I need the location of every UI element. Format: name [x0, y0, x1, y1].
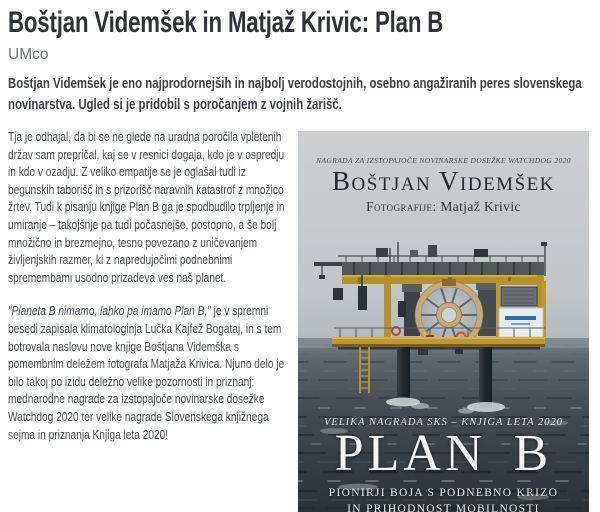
inline-quote: "Planeta B nimamo, lahko pa imamo Plan B," [8, 303, 211, 319]
body-paragraph-2-rest: je v spremni besedi zapisala klimatologinja Lučka Kajfež Bogataj, in s tem botrovala naslovu nove knjige Boštjana Videmška s pomembnim deležem fotografa Matjaža Krivica. Njuno delo je bilo takoj po izidu deležno velike pozornosti in priznanj: mednarodne nagrade za izstopajoče novinarske dosežke Watchdog 2020 ter velike nagrade Slovenskega knjižnega sejma in priznanja Knjiga leta 2020! [8, 303, 285, 442]
cover-photo-label: Fotografije: [366, 199, 437, 214]
body-paragraph-2 [8, 302, 290, 443]
body-paragraph-1: Tja je odhajal, da bi se ne glede na uradna poročila vpletenih držav sam prepričal, kaj se v resnici dogaja, kdo je v ospredju in kdo v ozadju. Z veliko empatije se je oglašal tudi iz begunskih taborišč in s prizorišč naravnih katastrof z množico žrtev. Tudi k pisanju knjige Plan B ga je spodbudilo trpljenje in umiranje – takojšnje pa tudi počasnejše, postopno, a še bolj množično in brezmejno, tesno povezano z uničevanjem življenjskih razmer, ki z napredujočimi podnebnimi spremembami usodno prizadeva ves naš planet. [8, 129, 285, 285]
cover-award-bottom: VELIKA NAGRADA SKS – KNJIGA LETA 2020 [323, 417, 564, 428]
cover-subtitle-line-1: PIONIRJI BOJA S PODNEBNO KRIZO [328, 487, 559, 499]
page-title: Boštjan Videmšek in Matjaž Krivic: Plan B [8, 6, 444, 39]
lead-line-2: novinarstva. Ugled si je pridobil s poročanjem z vojnih žarišč. [8, 96, 342, 113]
publisher-name: UMco [8, 46, 49, 63]
article-body-column [8, 128, 290, 459]
cover-subtitle-line-2: IN PRIHODNOST MOBILNOSTI [347, 503, 540, 512]
cover-book-title: PLAN B [334, 425, 553, 482]
lead-line-1: Boštjan Videmšek je eno najprodornejših in najbolj verodostojnih, osebno angažiranih peres slovenskega [8, 75, 582, 92]
cover-photographer-name: Matjaž Krivic [440, 199, 521, 214]
cover-author-name: Boštjan Videmšek [332, 166, 555, 196]
cover-photo-credit [298, 199, 589, 215]
lead-paragraph [8, 73, 582, 115]
book-cover [298, 131, 589, 512]
cover-award-top: NAGRADA ZA IZSTOPAJOČE NOVINARSKE DOSEŽKE WATCHDOG 2020 [316, 156, 571, 165]
